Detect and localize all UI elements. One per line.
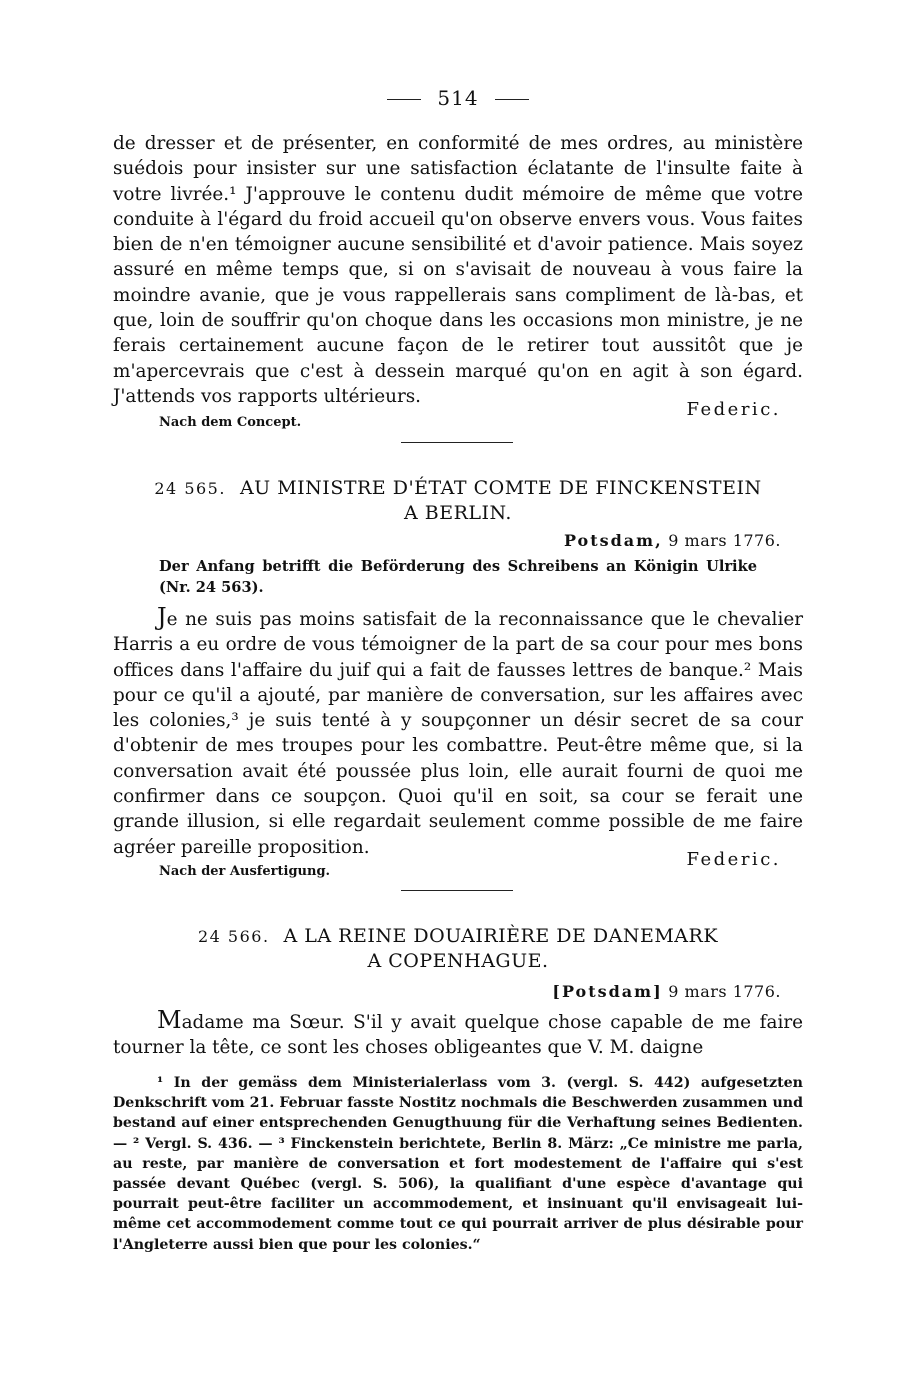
- letter-text: adame ma Sœur. S'il y avait quelque chose capable de me faire tourner la tête, ce sont les choses obligeantes que V. M. daigne: [113, 1012, 803, 1059]
- source-note-continuation: Nach dem Concept.: [159, 415, 302, 430]
- page-number-dash-right: [495, 99, 529, 100]
- letter-location: A BERLIN.: [404, 502, 512, 524]
- page-number-text: 514: [437, 86, 479, 110]
- footnotes: [113, 1073, 803, 1255]
- letter-number: 24 566.: [197, 927, 270, 946]
- page-number: [113, 86, 803, 110]
- letter-text: e ne suis pas moins satisfait de la reconnaissance que le chevalier Harris a eu ordre de vous témoigner de la part de sa cour pour mes bons offices dans l'affaire du juif qui a fait de fausses lettres de banque.² Mais pour ce qu'il a ajouté, par manière de conversation, sur les affaires avec les colonies,³ je suis tenté à y soupçonner un désir secret de sa cour d'obtenir de mes troupes pour les combattre. Peut-être même que, si la conversation avait été poussée plus loin, elle aurait fourni de quoi me confirmer dans ce soupçon. Quoi qu'il en soit, sa cour se ferait une grande illusion, si elle regardait seulement comme possible de me faire agréer pareille proposition.: [113, 609, 803, 858]
- letter-continuation-body: de dresser et de présenter, en conformité de mes ordres, au ministère suédois pour insister sur une satisfaction éclatante de l'insulte faite à votre livrée.¹ J'approuve le contenu dudit mémoire de même que votre conduite à l'égard du froid accueil qu'on observe envers vous. Vous faites bien de n'en témoigner aucune sensibilité et d'avoir patience. Mais soyez assuré en même temps que, si on s'avisait de nouveau à vous faire la moindre avanie, que je vous rappellerais sans compliment de là-bas, et que, loin de souffrir qu'on choque dans les occasions mon ministre, je ne ferais certainement aucune façon de le retirer tout aussitôt que je m'apercevrais que c'est à dessein marqué qu'on en agit à son égard. J'attends vos rapports ultérieurs.: [113, 133, 803, 407]
- letter-recipient: A LA REINE DOUAIRIÈRE DE DANEMARK: [283, 925, 719, 947]
- letter-heading-24565: [113, 476, 803, 526]
- letter-location: A COPENHAGUE.: [367, 950, 549, 972]
- section-divider: [401, 890, 513, 891]
- initial-letter: J: [157, 603, 167, 631]
- footnotes-text: ¹ In der gemäss dem Ministerialerlass vom 3. (vergl. S. 442) aufgesetzten Denkschrift vom 21. Februar fasste Nostitz nochmals die Beschwerden zusammen und bestand auf einer entsprechenden Genugthuung für die Verhaftung seines Bedienten. — ² Vergl. S. 436. — ³ Finckenstein berichtete, Berlin 8. März: „Ce ministre me parla, au reste, par manière de conversation et fort modestement de l'affaire qui s'est passée devant Québec (vergl. S. 506), la qualifiant d'une espèce d'avantage qui pourrait peut-être faciliter un accommodement, et insinuant qu'il envisageait lui-même cet accommodement comme tout ce qui pourrait arriver de plus désirable pour l'Angleterre aussi bien que pour les colonies.“: [113, 1075, 803, 1253]
- dateline-date: 9 mars 1776.: [668, 531, 781, 550]
- dateline-date: 9 mars 1776.: [668, 982, 781, 1001]
- dateline-place: Potsdam,: [563, 531, 663, 550]
- source-note-24565: Nach der Ausfertigung.: [159, 864, 331, 879]
- letter-number: 24 565.: [154, 479, 226, 498]
- letter-heading-24566: [113, 924, 803, 974]
- section-divider: [401, 442, 513, 443]
- initial-letter: M: [157, 1006, 182, 1034]
- document-page: [113, 0, 803, 1392]
- dateline-24566: [552, 982, 781, 1001]
- letter-recipient: AU MINISTRE D'ÉTAT COMTE DE FINCKENSTEIN: [239, 477, 762, 499]
- dateline-place: [Potsdam]: [552, 982, 663, 1001]
- letter-body-24565: [113, 605, 803, 860]
- signature-continuation: Federic.: [686, 399, 781, 420]
- signature-24565: Federic.: [686, 849, 781, 870]
- letter-body-24566: [113, 1008, 803, 1061]
- page-number-dash-left: [387, 99, 421, 100]
- editorial-note-24565: Der Anfang betrifft die Beförderung des Schreibens an Königin Ulrike (Nr. 24 563).: [159, 558, 757, 596]
- dateline-24565: [564, 531, 781, 550]
